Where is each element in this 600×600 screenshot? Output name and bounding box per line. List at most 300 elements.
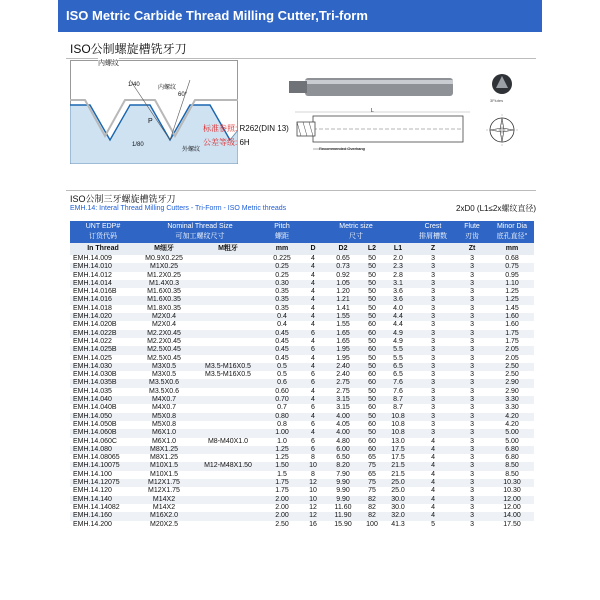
table-cell: 3	[454, 429, 490, 437]
table-cell: EMH.14.140	[70, 496, 136, 504]
table-cell: 50	[360, 263, 384, 271]
table-cell: 50	[368, 255, 376, 262]
table-cell: 60	[368, 371, 376, 379]
table-cell: 4	[412, 479, 454, 487]
table-cell: 50	[368, 337, 376, 345]
tool-drawing	[285, 72, 470, 162]
table-cell: 0.92	[336, 271, 350, 279]
table-cell: 17.50	[503, 520, 521, 528]
table-row	[70, 487, 534, 495]
table-cell: 41.3	[391, 520, 405, 528]
table-cell: 7.6	[384, 379, 412, 387]
table-cell: 21.5	[391, 470, 405, 478]
table-row	[70, 379, 534, 387]
table-row	[70, 396, 534, 404]
table-cell	[192, 272, 264, 280]
table-row	[70, 346, 534, 354]
table-cell: 0.80	[264, 413, 300, 421]
table-cell	[192, 355, 264, 363]
table-cell	[192, 521, 264, 529]
section2-title: ISO公制三牙螺旋槽铣牙刀	[70, 194, 176, 204]
table-cell: EMH.14.08065	[73, 454, 120, 462]
column-header: D2	[326, 243, 360, 255]
table-cell: M2.5X0.45	[136, 346, 192, 354]
column-header: Z	[412, 243, 454, 255]
table-cell: 3	[412, 263, 454, 271]
table-cell: 50	[360, 280, 384, 288]
thread-profile-drawing	[70, 60, 238, 164]
table-cell: 0.5	[277, 371, 287, 379]
table-cell: 3	[470, 503, 474, 511]
table-cell: 6.00	[326, 446, 360, 454]
table-cell: 4.20	[505, 420, 519, 428]
table-cell: 6	[300, 330, 326, 338]
table-row	[70, 462, 534, 470]
table-cell: 2.40	[326, 363, 360, 371]
table-cell: 60	[360, 446, 384, 454]
tool-drawing-svg	[285, 72, 470, 162]
table-cell: 25.0	[384, 479, 412, 487]
table-cell: 2.50	[490, 363, 534, 371]
table-cell: 1.95	[336, 354, 350, 362]
flute-caption: 3Flutes	[490, 98, 504, 103]
table-cell: EMH.14.050	[70, 413, 136, 421]
table-cell	[192, 487, 264, 495]
table-cell: 2.50	[275, 520, 289, 528]
table-cell: M12X1.75	[136, 479, 192, 487]
table-cell: 60	[368, 321, 376, 329]
table-cell: 50	[368, 387, 376, 395]
column-header: D	[300, 243, 326, 255]
group-header-pitch: Pitch 螺距	[264, 221, 300, 243]
table-cell: 1.5	[277, 470, 287, 478]
table-cell: 3	[431, 288, 435, 296]
table-cell: M3.5-M16X0.5	[192, 363, 264, 371]
table-cell: 3.6	[393, 288, 403, 296]
table-cell: 8.50	[490, 462, 534, 470]
table-row	[70, 321, 534, 329]
column-header: M粗牙	[192, 243, 264, 255]
table-cell: 6	[300, 379, 326, 387]
table-cell: 2.40	[336, 371, 350, 379]
table-cell: 8.7	[393, 404, 403, 412]
table-cell: 10.30	[490, 479, 534, 487]
table-cell: M3X0.5	[136, 363, 192, 371]
table-cell: M8-M40X1.0	[207, 437, 249, 445]
table-cell: 3	[470, 437, 474, 445]
table-cell: 3	[454, 280, 490, 288]
table-cell: 0.65	[336, 255, 350, 262]
column-header: M细牙	[136, 243, 192, 255]
table-cell: 100	[366, 520, 378, 528]
section-divider	[66, 190, 536, 191]
table-cell: EMH.14.025B	[70, 346, 136, 354]
table-cell: M16X2.0	[136, 512, 192, 520]
table-cell	[192, 504, 264, 512]
table-cell: 3	[470, 404, 474, 412]
table-cell: 5.5	[384, 346, 412, 354]
table-cell: M14X2	[136, 496, 192, 504]
table-cell: 4.4	[384, 313, 412, 321]
table-cell: M4X0.7	[151, 404, 177, 412]
table-cell: EMH.14.060C	[73, 437, 117, 445]
table-cell: EMH.14.035B	[70, 379, 136, 387]
table-cell: 10	[300, 462, 326, 470]
table-row	[70, 421, 534, 429]
table-cell: 4.05	[336, 420, 350, 428]
table-cell: 0.8	[277, 420, 287, 428]
table-cell: 3.30	[490, 396, 534, 404]
spec-table	[70, 221, 534, 529]
table-cell: 3.15	[336, 404, 350, 412]
table-cell: 30.0	[391, 503, 405, 511]
table-cell: EMH.14.016	[70, 296, 136, 304]
table-cell: M8X1.25	[136, 446, 192, 454]
table-cell: 3	[412, 330, 454, 338]
spec-table-body	[70, 255, 534, 529]
table-cell: M3.5-M16X0.5	[205, 371, 251, 379]
table-cell: EMH.14.016B	[73, 288, 117, 296]
table-cell: EMH.14.14082	[73, 503, 120, 511]
table-cell: 3.15	[326, 396, 360, 404]
table-cell: 1.65	[326, 330, 360, 338]
table-cell: 1.45	[505, 304, 519, 312]
column-header: mm	[490, 243, 534, 255]
table-cell: 3	[454, 379, 490, 387]
table-cell	[192, 388, 264, 396]
table-cell: 3	[412, 379, 454, 387]
table-cell: 3	[470, 255, 474, 262]
table-cell: M8X1.25	[149, 454, 179, 462]
table-cell: EMH.14.030	[70, 363, 136, 371]
table-cell: 4	[311, 337, 315, 345]
table-cell	[192, 512, 264, 520]
table-cell	[192, 255, 264, 263]
table-cell: 3	[454, 330, 490, 338]
table-cell: 3	[454, 446, 490, 454]
table-cell: 3	[454, 346, 490, 354]
table-cell: 10.8	[391, 420, 405, 428]
table-cell: 75	[368, 487, 376, 495]
table-cell: 3	[454, 496, 490, 504]
table-cell: 0.45	[264, 346, 300, 354]
table-cell: 50	[360, 413, 384, 421]
table-cell: M20X2.5	[149, 520, 179, 528]
table-cell: 1.75	[505, 337, 519, 345]
table-cell	[192, 396, 264, 404]
section2-subtitle: EMH.14: Interal Thread Milling Cutters - Tri-Form - ISO Metric threads	[70, 205, 287, 212]
table-cell: 2.00	[264, 496, 300, 504]
column-header: mm	[264, 243, 300, 255]
table-cell: 30.0	[384, 496, 412, 504]
table-cell: M10X1.5	[149, 470, 179, 478]
table-cell: EMH.14.050B	[73, 420, 117, 428]
table-cell: M12-M48X1.50	[192, 462, 264, 470]
table-cell	[192, 296, 264, 304]
table-cell: 10.8	[384, 429, 412, 437]
table-cell: 0.73	[326, 263, 360, 271]
table-cell: 32.0	[384, 512, 412, 520]
table-cell: 3	[470, 354, 474, 362]
table-row	[70, 371, 534, 379]
table-cell: 0.5	[264, 363, 300, 371]
table-cell: 60	[360, 330, 384, 338]
table-cell: M5X0.8	[151, 420, 177, 428]
table-cell: 6	[300, 446, 326, 454]
table-cell: EMH.14.10075	[70, 462, 136, 470]
table-cell: 4	[300, 429, 326, 437]
table-row	[70, 388, 534, 396]
table-cell: EMH.14.160	[70, 512, 136, 520]
table-cell: 2.90	[505, 387, 519, 395]
table-cell: 3	[412, 429, 454, 437]
table-cell: 50	[360, 429, 384, 437]
table-cell: 0.7	[277, 404, 287, 412]
table-cell: 4	[300, 363, 326, 371]
table-cell: 8.20	[326, 462, 360, 470]
table-cell: 3	[412, 363, 454, 371]
table-cell: 0.60	[275, 387, 289, 395]
table-row	[70, 255, 534, 263]
table-cell: 4	[431, 454, 435, 462]
table-cell	[192, 346, 264, 354]
table-cell: 4	[431, 437, 435, 445]
table-cell: 60	[368, 420, 376, 428]
table-cell: 9.90	[336, 487, 350, 495]
table-row	[70, 504, 534, 512]
table-cell: 3	[431, 304, 435, 312]
table-cell: EMH.14.035	[73, 387, 112, 395]
column-header: L2	[360, 243, 384, 255]
table-cell: EMH.14.022B	[70, 330, 136, 338]
table-cell: 17.5	[391, 454, 405, 462]
table-cell: 1.60	[490, 313, 534, 321]
depth-note: 2xD0 (L1≤2x螺纹直径)	[456, 204, 536, 213]
table-cell: 3	[431, 337, 435, 345]
table-cell: M6X1.0	[136, 429, 192, 437]
column-header: L1	[384, 243, 412, 255]
table-cell: 4	[311, 354, 315, 362]
table-cell: 10	[309, 487, 317, 495]
table-row	[70, 288, 534, 296]
table-cell: EMH.14.018	[73, 304, 112, 312]
table-cell	[192, 421, 264, 429]
table-cell: EMH.14.030B	[73, 371, 117, 379]
table-cell: 0.35	[275, 304, 289, 312]
table-cell: 0.45	[275, 354, 289, 362]
overhang-caption: Recommended Overhang	[319, 146, 365, 151]
table-cell	[192, 496, 264, 504]
table-cell: 6	[300, 346, 326, 354]
table-cell: 1.65	[336, 337, 350, 345]
table-cell: 1.00	[264, 429, 300, 437]
table-cell: 3	[470, 387, 474, 395]
tolerance-param	[203, 137, 250, 148]
table-cell: 5.5	[393, 354, 403, 362]
table-cell: 3	[412, 280, 454, 288]
table-cell: 4	[431, 487, 435, 495]
table-cell: 3	[412, 346, 454, 354]
table-cell: M1.4X0.3	[136, 280, 192, 288]
tool-length-label: L	[371, 108, 374, 114]
table-cell: 4	[412, 496, 454, 504]
table-cell	[192, 305, 264, 313]
group-header-crest: Crest 排屑槽数	[412, 221, 454, 243]
table-cell	[192, 321, 264, 329]
table-cell: 82	[360, 496, 384, 504]
table-row	[70, 272, 534, 280]
table-row	[70, 330, 534, 338]
table-cell: 1.60	[505, 321, 519, 329]
table-cell: EMH.14.100	[73, 470, 112, 478]
table-cell: 4	[311, 387, 315, 395]
table-cell: EMH.14.080	[70, 446, 136, 454]
table-cell: 3	[470, 271, 474, 279]
table-cell	[192, 429, 264, 437]
table-row	[70, 496, 534, 504]
table-cell: 3	[470, 487, 474, 495]
table-cell: 4	[311, 271, 315, 279]
table-cell: 15.90	[334, 520, 352, 528]
table-cell: 4.9	[384, 330, 412, 338]
table-cell: EMH.14.009	[73, 255, 112, 262]
table-cell: 4	[300, 413, 326, 421]
table-cell: 4	[300, 396, 326, 404]
table-cell: 0.35	[264, 296, 300, 304]
group-header-metric-size: Metric size 尺寸	[300, 221, 412, 243]
table-cell: EMH.14.012	[73, 271, 112, 279]
table-cell: 1.75	[275, 487, 289, 495]
table-cell: 1.05	[326, 280, 360, 288]
table-cell: 6	[311, 437, 315, 445]
flute-end-view-svg	[482, 72, 528, 154]
table-row	[70, 296, 534, 304]
table-cell: 6	[311, 404, 315, 412]
table-cell: M5X0.8	[136, 413, 192, 421]
table-cell: 3	[412, 396, 454, 404]
table-cell: 0.70	[264, 396, 300, 404]
table-row	[70, 413, 534, 421]
table-cell: 50	[368, 271, 376, 279]
column-header: In Thread	[70, 243, 136, 255]
table-cell: 75	[360, 479, 384, 487]
table-cell	[192, 338, 264, 346]
table-cell: 12	[309, 503, 317, 511]
table-row	[70, 438, 534, 446]
table-cell	[192, 313, 264, 321]
table-cell: 6.5	[384, 363, 412, 371]
table-cell: 2.50	[505, 371, 519, 379]
table-cell: M2.2X0.45	[136, 330, 192, 338]
table-cell: M3.5X0.6	[149, 387, 179, 395]
table-cell: 2.3	[384, 263, 412, 271]
table-cell: 0.35	[275, 288, 289, 296]
table-cell: 10	[300, 496, 326, 504]
table-row	[70, 512, 534, 520]
table-cell: 3.30	[505, 404, 519, 412]
table-row	[70, 363, 534, 371]
table-cell: 2.0	[393, 255, 403, 262]
outer-thread-label: 外螺纹	[182, 147, 201, 153]
table-cell: EMH.14.200	[73, 520, 112, 528]
table-cell: 2.75	[326, 379, 360, 387]
table-cell: 3	[431, 255, 435, 262]
table-cell: M2.2X0.45	[147, 337, 181, 345]
table-cell: 1.10	[490, 280, 534, 288]
table-cell: 9.90	[326, 496, 360, 504]
table-cell: 0.45	[264, 330, 300, 338]
thread-profile-diagram	[70, 60, 238, 164]
table-cell: 3	[454, 263, 490, 271]
table-cell: 0.4	[264, 313, 300, 321]
table-cell: 1.55	[326, 313, 360, 321]
tolerance-value: 6H	[239, 138, 250, 147]
table-cell: 9.90	[326, 479, 360, 487]
table-cell: M3.5X0.6	[136, 379, 192, 387]
table-cell: 12.00	[503, 503, 521, 511]
table-cell	[192, 446, 264, 454]
table-cell: 0.6	[264, 379, 300, 387]
table-cell: M1.6X0.35	[147, 288, 181, 296]
table-cell: 2.75	[336, 387, 350, 395]
group-header-flute: Flute 刃齿	[454, 221, 490, 243]
table-cell: 4	[311, 304, 315, 312]
table-cell: 1.25	[505, 288, 519, 296]
column-header-row	[70, 243, 534, 255]
table-cell: M1X0.25	[136, 263, 192, 271]
table-cell: 50	[360, 313, 384, 321]
inner-thread-label: 内螺纹	[158, 85, 177, 91]
table-cell: 2.8	[393, 271, 403, 279]
table-row	[70, 454, 534, 462]
group-header-minor-dia: Minor Dia 底孔直径°	[490, 221, 534, 243]
table-cell: 3	[431, 387, 435, 395]
table-cell: EMH.14.12075	[70, 479, 136, 487]
table-cell: 50	[368, 288, 376, 296]
table-cell: 0.45	[275, 337, 289, 345]
table-cell: 2.05	[490, 346, 534, 354]
section1-title: ISO公制螺旋槽铣牙刀	[70, 42, 187, 56]
table-cell: 1.25	[275, 454, 289, 462]
table-row	[70, 429, 534, 437]
table-cell: 3	[454, 363, 490, 371]
table-cell: EMH.14.022	[73, 337, 112, 345]
table-cell: 4	[300, 313, 326, 321]
group-header-row	[70, 221, 534, 243]
table-cell: 3	[412, 313, 454, 321]
table-cell: 65	[368, 470, 376, 478]
table-cell: 60	[360, 379, 384, 387]
table-cell: 82	[368, 503, 376, 511]
inner-thread-box-label: 内螺纹	[98, 60, 119, 67]
table-cell: 4	[412, 446, 454, 454]
table-cell: 16	[309, 520, 317, 528]
table-cell: 0.4	[277, 321, 287, 329]
table-cell: 1.75	[490, 330, 534, 338]
ratio-bottom-label: 1/80	[132, 142, 144, 148]
table-cell: M1.2X0.25	[147, 271, 181, 279]
flute-end-view	[482, 72, 528, 154]
table-cell: 4.20	[490, 413, 534, 421]
table-cell: 4	[311, 288, 315, 296]
table-cell: 3	[431, 404, 435, 412]
table-cell: 2.00	[264, 512, 300, 520]
table-cell: 0.68	[505, 255, 519, 262]
table-cell: 4.80	[336, 437, 350, 445]
table-cell: 1.25	[264, 446, 300, 454]
table-cell: 75	[360, 462, 384, 470]
table-cell: 3	[470, 520, 474, 528]
